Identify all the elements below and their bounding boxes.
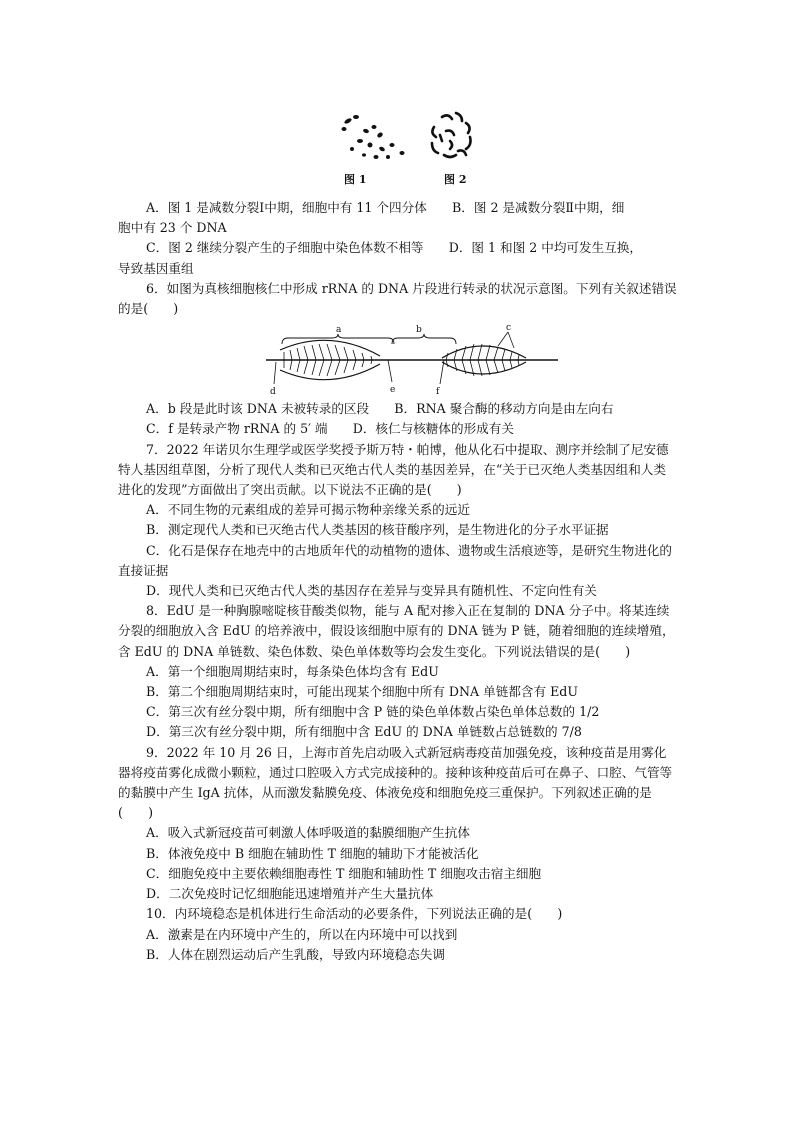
q5-line-2: 胞中有 23 个 DNA (118, 220, 227, 236)
label-e: e (390, 385, 396, 395)
label-c: c (506, 323, 512, 333)
q8-option-c: C．第三次有丝分裂中期，所有细胞中含 P 链的染色单体数占染色单体总数的 1/2 (146, 704, 600, 720)
q9-option-d: D．二次免疫时记忆细胞能迅速增殖并产生大量抗体 (146, 886, 434, 902)
q5-line-1: A．图 1 是减数分裂Ⅰ中期，细胞中有 11 个四分体 B．图 2 是减数分裂Ⅱ中期，细 (146, 200, 625, 215)
q6-options-ab: A．b 段是此时该 DNA 未被转录的区段 B．RNA 聚合酶的移动方向是由左向右 (146, 401, 614, 417)
figure-2-caption: 图 2 (444, 173, 467, 186)
q9-option-c: C．细胞免疫中主要依赖细胞毒性 T 细胞和辅助性 T 细胞攻击宿主细胞 (146, 865, 542, 881)
q5-line-4: 导致基因重组 (118, 260, 194, 276)
q8-option-a: A．第一个细胞周期结束时，每条染色体均含有 EdU (146, 663, 439, 679)
q10-stem: 10．内环境稳态是机体进行生命活动的必要条件，下列说法正确的是( ) (146, 906, 563, 922)
q9-option-b: B．体液免疫中 B 细胞在辅助性 T 细胞的辅助下才能被活化 (146, 845, 479, 861)
label-f: f (436, 387, 440, 397)
label-b: b (416, 325, 422, 335)
q5-line-3: C．图 2 继续分裂产生的子细胞中染色体数不相等 D．图 1 和图 2 中均可发生互换， (146, 240, 642, 256)
q6-stem: 6．如图为真核细胞核仁中形成 rRNA 的 DNA 片段进行转录的状况示意图。下列有关叙述错误的是( ) (118, 280, 677, 317)
q6-options-cd: C．f 是转录产物 rRNA 的 5′ 端 D．核仁与核糖体的形成有关 (146, 421, 514, 437)
q10-option-b: B．人体在剧烈运动后产生乳酸，导致内环境稳态失调 (146, 946, 445, 962)
chromosome-figures (330, 105, 490, 190)
figure-1-chromosomes-image (342, 115, 405, 159)
chromosome-images (330, 105, 490, 167)
label-a: a (336, 325, 342, 335)
q7-option-d: D．现代人类和已灭绝古代人类的基因存在差异与变异具有随机性、不定向性有关 (146, 583, 597, 599)
q7-option-b: B．测定现代人类和已灭绝古代人类基因的核苷酸序列，是生物进化的分子水平证据 (146, 522, 609, 538)
q8-option-b: B．第二个细胞周期结束时，可能出现某个细胞中所有 DNA 单链都含有 EdU (146, 684, 578, 700)
figure-2-chromosomes-image (432, 113, 471, 157)
q8-option-d: D．第三次有丝分裂中期，所有细胞中含 EdU 的 DNA 单链数占总链数的 7/8 (146, 724, 582, 740)
label-d: d (270, 387, 276, 397)
q7-stem: 7．2022 年诺贝尔生理学或医学奖授予斯万特・帕博，他从化石中提取、测序并绘制了尼安德特人基因组草图，分析了现代人类和已灭绝古代人类的基因差异，在“关于已灭绝人类基因组和人类进化的发现”方面做出了突出贡献。以下说法不正确的是( ) (118, 441, 669, 498)
q9-stem: 9．2022 年 10 月 26 日，上海市首先启动吸入式新冠病毒疫苗加强免疫，该种疫苗是用雾化器将疫苗雾化成微小颗粒，通过口腔吸入方式完成接种的。接种该种疫苗后可在鼻子、口腔、气管等的黏膜中产生 IgA 抗体，从而激发黏膜免疫、体液免疫和细胞免疫三重保护。下列叙述正确的是( ) (118, 744, 673, 821)
question-text (118, 198, 678, 965)
q7-option-a: A．不同生物的元素组成的差异可揭示物种亲缘关系的远近 (146, 502, 470, 518)
q7-option-c: C．化石是保存在地壳中的古地质年代的动植物的遗体、遗物或生活痕迹等，是研究生物进化的直接证据 (118, 542, 672, 578)
figure-1-caption: 图 1 (344, 173, 367, 186)
q9-option-a: A．吸入式新冠疫苗可刺激人体呼吸道的黏膜细胞产生抗体 (146, 825, 470, 841)
q8-stem: 8．EdU 是一种胸腺嘧啶核苷酸类似物，能与 A 配对掺入正在复制的 DNA 分子中。将某连续分裂的细胞放入含 EdU 的培养液中，假设该细胞中原有的 DNA 链为 P 链，随着细胞的连续增殖，含 EdU 的 DNA 单链数、染色体数、染色单体数等均会发生变化。下列说法错误的是( ) (118, 603, 675, 659)
q10-option-a: A．激素是在内环境中产生的，所以在内环境中可以找到 (146, 926, 458, 942)
q6-figure-space (118, 319, 678, 399)
